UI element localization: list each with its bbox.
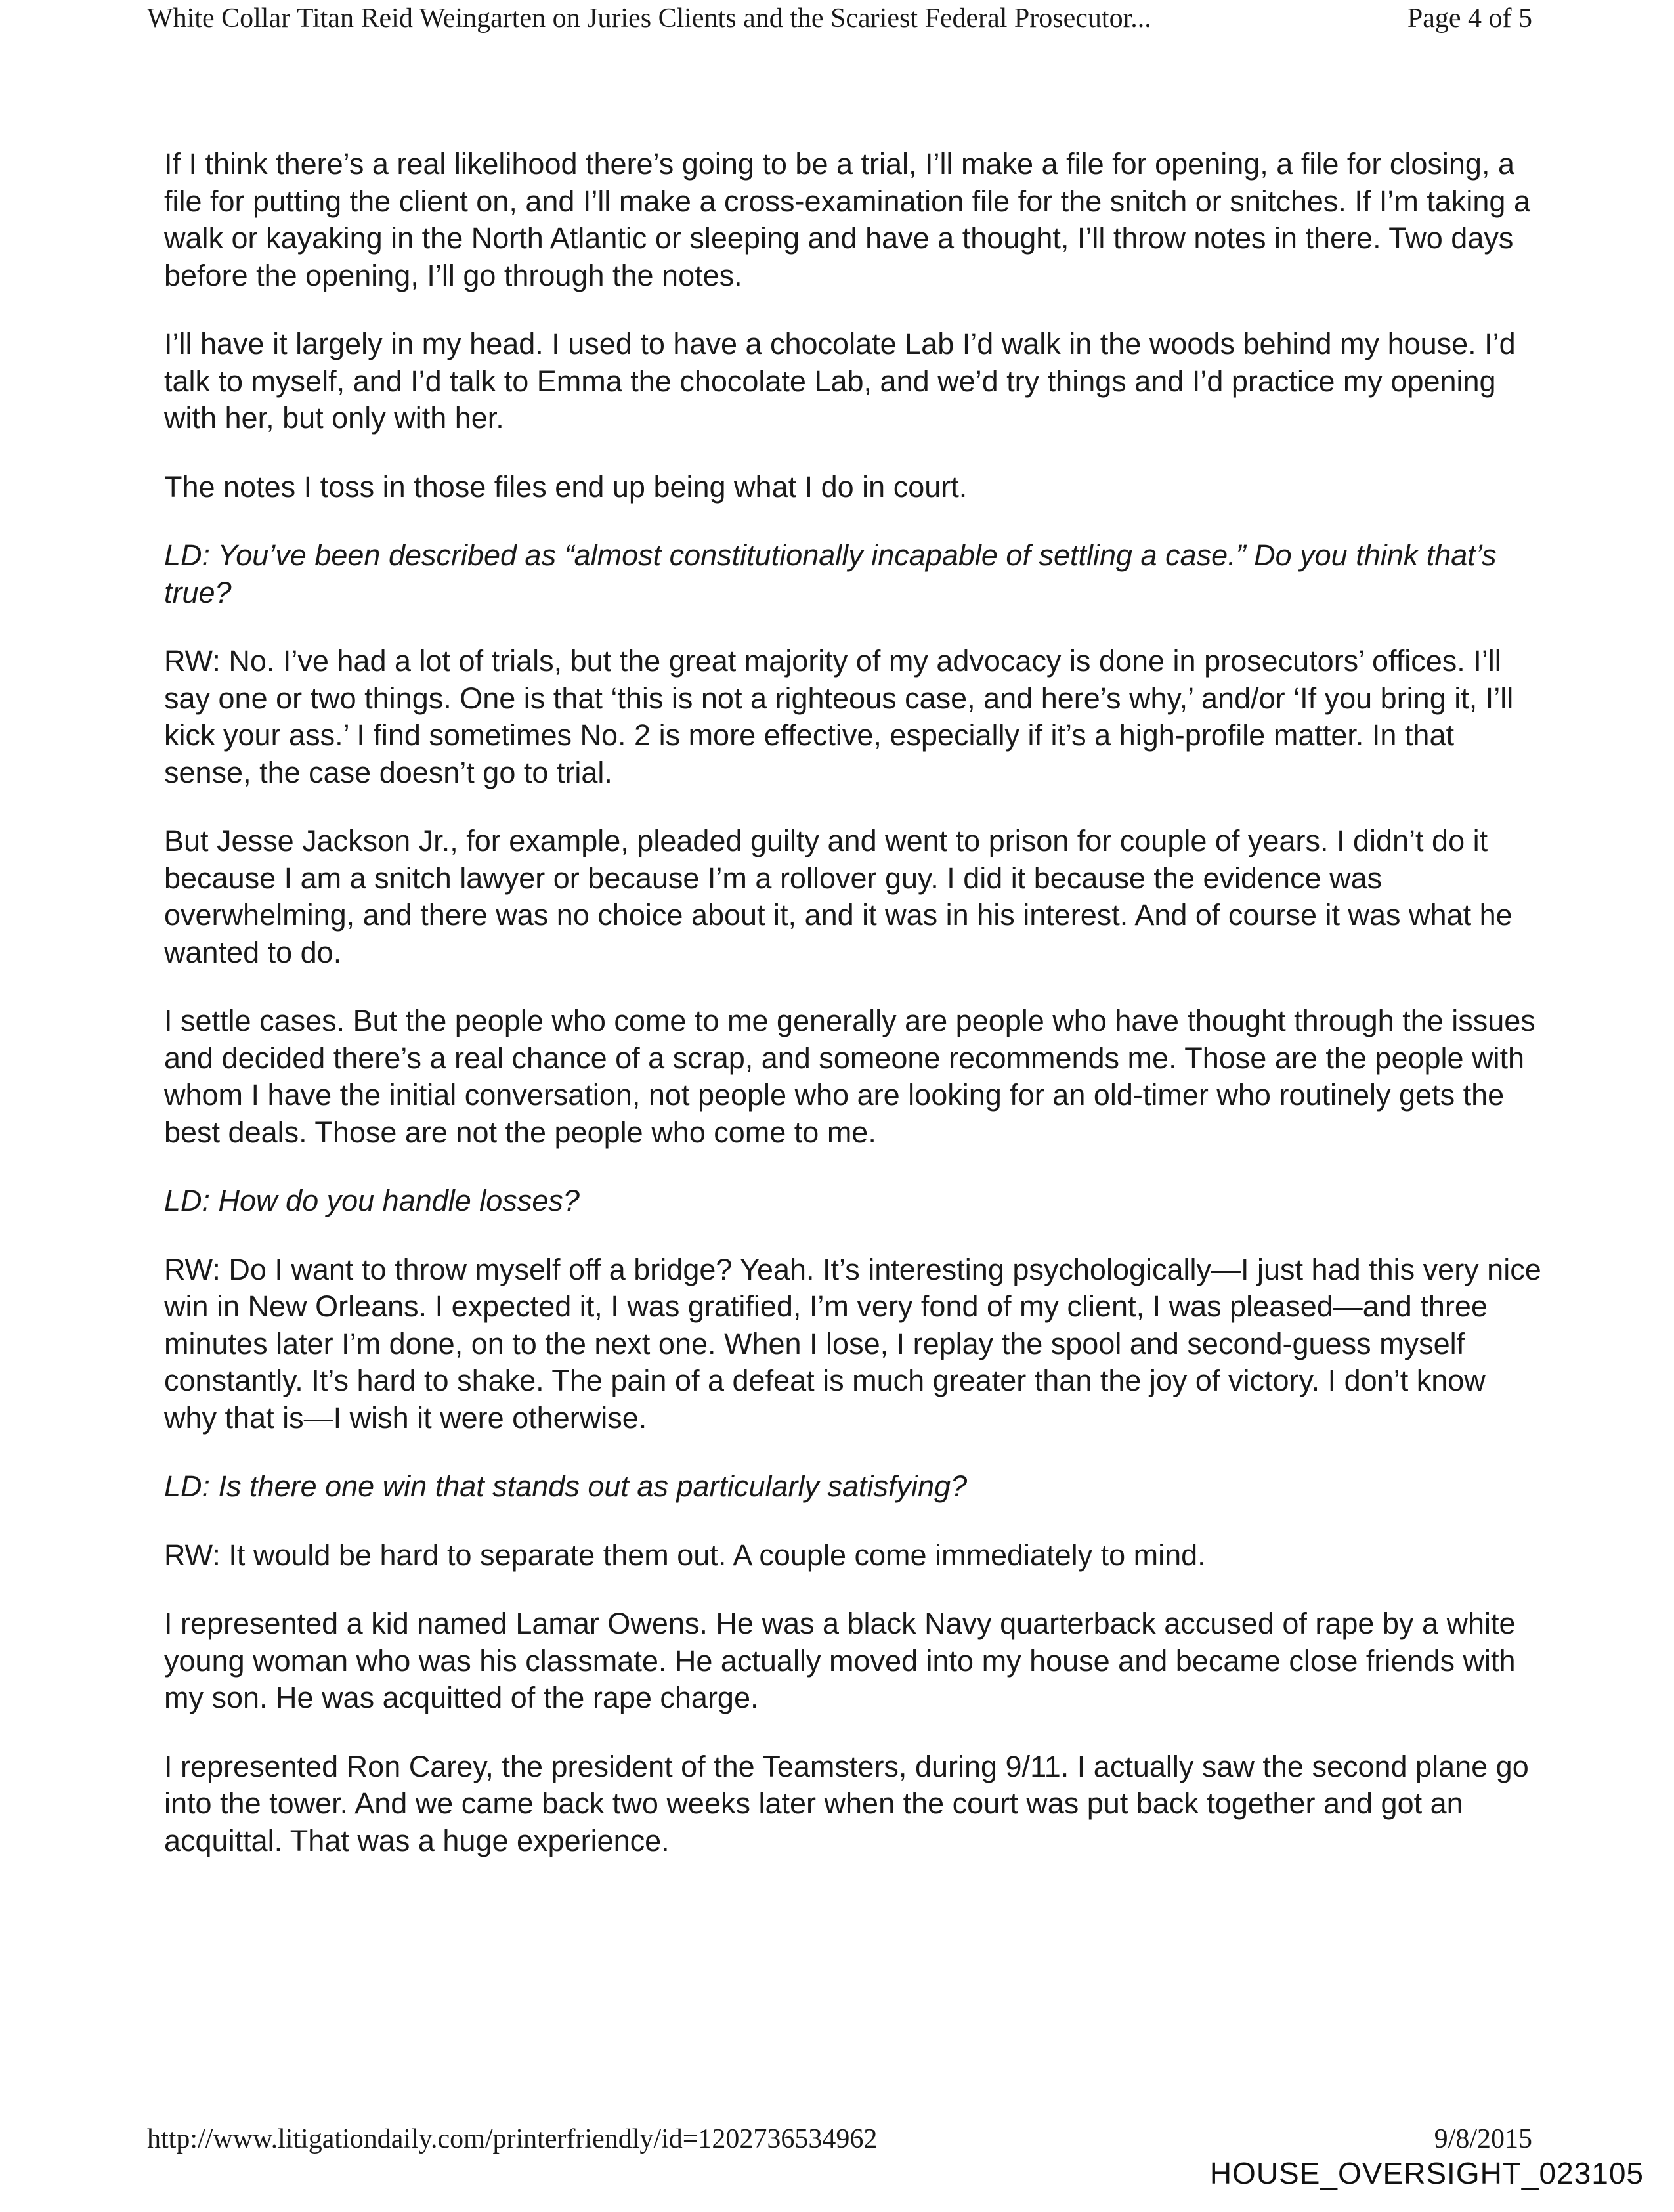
source-url-link[interactable]: http://www.litigationdaily.com/printerfriendly/id=1202736534962 bbox=[147, 2124, 878, 2154]
paragraph: I’ll have it largely in my head. I used to have a chocolate Lab I’d walk in the woods behind my house. I’d talk to myself, and I’d talk to Emma the chocolate Lab, and we’d try things and I’d practice my opening with her, but only with her. bbox=[164, 327, 1516, 435]
paragraph: The notes I toss in those files end up being what I do in court. bbox=[164, 469, 968, 504]
bates-number: HOUSE_OVERSIGHT_023105 bbox=[1209, 2156, 1644, 2190]
paragraph: I settle cases. But the people who come to me generally are people who have thought through the issues and decided there’s a real chance of a scrap, and someone recommends me. Those are the people with whom I have the initial conversation, not people who are looking for an old-timer who routinely gets the best deals. Those are not the people who come to me. bbox=[164, 1004, 1535, 1149]
article-body bbox=[164, 146, 1543, 1891]
interview-answer: RW: Do I want to throw myself off a bridge? Yeah. It’s interesting psychologically—I just had this very nice win in New Orleans. I expected it, I was gratified, I’m very fond of my client, I was pleased—and three minutes later I’m done, on to the next one. When I lose, I replay the spool and second-guess myself constantly. It’s hard to shake. The pain of a defeat is much greater than the joy of victory. I don’t know why that is—I wish it were otherwise. bbox=[164, 1252, 1541, 1435]
paragraph: I represented Ron Carey, the president of the Teamsters, during 9/11. I actually saw the second plane go into the tower. And we came back two weeks later when the court was put back together and got an acquittal. That was a huge experience. bbox=[164, 1749, 1529, 1857]
interview-question: LD: How do you handle losses? bbox=[164, 1184, 580, 1217]
page-indicator: Page 4 of 5 bbox=[1407, 3, 1532, 33]
paragraph: If I think there’s a real likelihood there’s going to be a trial, I’ll make a file for opening, a file for closing, a file for putting the client on, and I’ll make a cross-examination file for the snitch or snitches. If I’m taking a walk or kayaking in the North Atlantic or sleeping and have a thought, I’ll throw notes in there. Two days before the opening, I’ll go through the notes. bbox=[164, 147, 1530, 292]
print-date: 9/8/2015 bbox=[1434, 2124, 1532, 2154]
article-title: White Collar Titan Reid Weingarten on Juries Clients and the Scariest Federal Prosecutor... bbox=[147, 3, 1151, 33]
paragraph: I represented a kid named Lamar Owens. He was a black Navy quarterback accused of rape by a white young woman who was his classmate. He actually moved into my house and became close friends with my son. He was acquitted of the rape charge. bbox=[164, 1607, 1516, 1714]
interview-question: LD: You’ve been described as “almost constitutionally incapable of settling a case.” Do you think that’s true? bbox=[164, 538, 1497, 609]
interview-answer: RW: No. I’ve had a lot of trials, but the great majority of my advocacy is done in prosecutors’ offices. I’ll say one or two things. One is that ‘this is not a righteous case, and here’s why,’ and/or ‘If you bring it, I’ll kick your ass.’ I find sometimes No. 2 is more effective, especially if it’s a high-profile matter. In that sense, the case doesn’t go to trial. bbox=[164, 644, 1514, 789]
interview-question: LD: Is there one win that stands out as particularly satisfying? bbox=[164, 1469, 968, 1503]
print-header bbox=[147, 0, 1532, 46]
interview-answer: RW: It would be hard to separate them out. A couple come immediately to mind. bbox=[164, 1538, 1206, 1572]
print-footer bbox=[147, 2121, 1532, 2160]
paragraph: But Jesse Jackson Jr., for example, pleaded guilty and went to prison for couple of years. I didn’t do it because I am a snitch lawyer or because I’m a rollover guy. I did it because the evidence was overwhelming, and there was no choice about it, and it was in his interest. And of course it was what he wanted to do. bbox=[164, 824, 1513, 969]
